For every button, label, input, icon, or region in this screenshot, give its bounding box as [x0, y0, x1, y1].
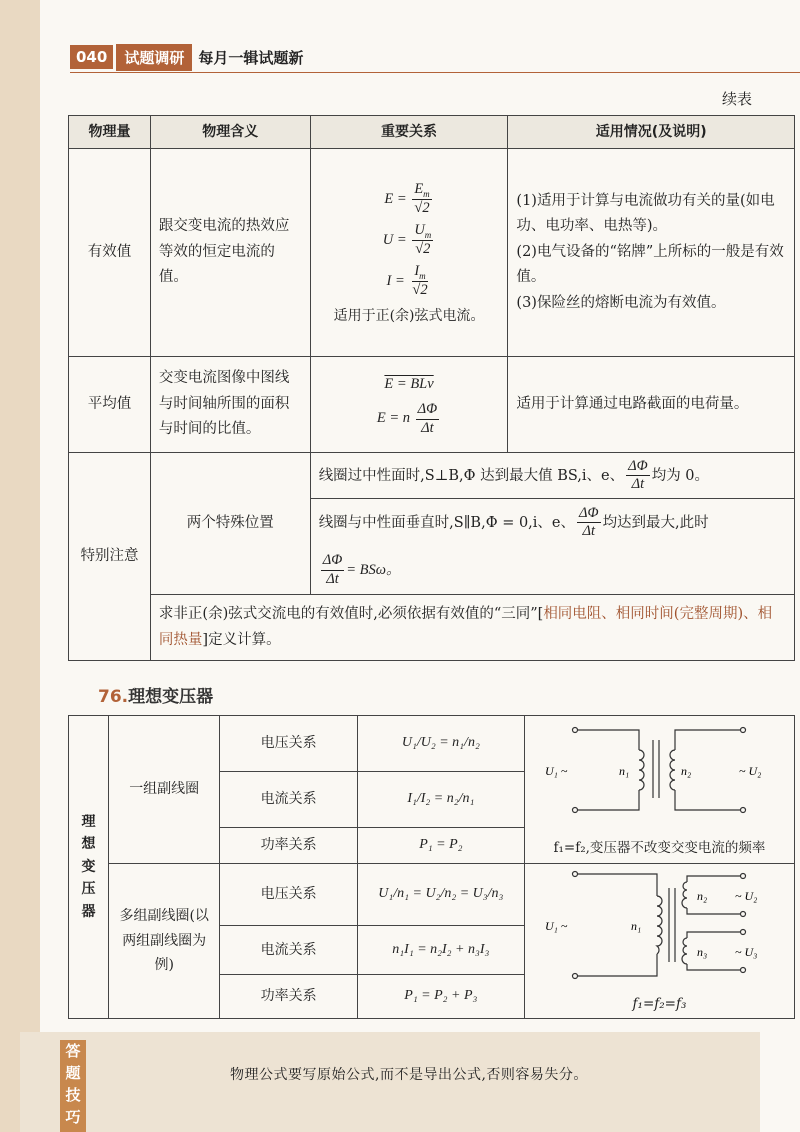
- tip-text: 物理公式要写原始公式,而不是导出公式,否则容易失分。: [230, 1067, 588, 1083]
- key-relations: [310, 357, 508, 453]
- multi-transformer-schematic: [527, 866, 792, 984]
- header-rule: [70, 72, 800, 73]
- label-n2: n₂: [696, 889, 708, 903]
- page-number: 040: [70, 45, 113, 69]
- relation-name: 电流关系: [220, 926, 357, 974]
- table-row-special-rule: [69, 595, 795, 661]
- equation-u: U = $\frac{U_m}{√2}$: [382, 221, 432, 258]
- transformer-table: [68, 715, 795, 1019]
- usage-note: (3)保险丝的熔断电流为有效值。: [516, 294, 726, 311]
- single-transformer-diagram: [524, 716, 794, 864]
- relation-eq: U₁/n₁ = U₂/n₂ = U₃/n₃: [357, 864, 524, 926]
- special-positions: 两个特殊位置: [150, 453, 310, 595]
- table-row-average: [69, 357, 795, 453]
- relation-name: 电流关系: [220, 772, 357, 828]
- section-label: 试题调研: [116, 44, 192, 71]
- relation-eq: P₁ = P₂ + P₃: [357, 974, 524, 1018]
- relation-name: 功率关系: [220, 828, 357, 864]
- label-u3: ~ U₃: [734, 945, 758, 959]
- tip-label: 答题技巧: [60, 1040, 86, 1132]
- diagram-caption: f₁=f₂=f₃: [632, 995, 687, 1012]
- relation-name: 功率关系: [220, 974, 357, 1018]
- relation-eq: I₁/I₂ = n₂/n₁: [357, 772, 524, 828]
- perpendicular-note: 线圈与中性面垂直时,S∥B,Φ = 0,i、e、 $\frac{\Delta\Phi}{\Delta t}$ 均达到最大,此时: [310, 499, 794, 547]
- neutral-plane-note: 线圈过中性面时,S⊥B,Φ 达到最大值 BS,i、e、 $\frac{\Delta\Phi}{\Delta t}$ 均为 0。: [310, 453, 794, 499]
- label-u1: U₁ ~: [544, 919, 568, 933]
- relation-eq: P₁ = P₂: [357, 828, 524, 864]
- quantity-meaning: 交变电流图像中图线与时间轴所围的面积与时间的比值。: [150, 357, 310, 453]
- quantity-meaning: 跟交变电流的热效应等效的恒定电流的值。: [150, 149, 310, 357]
- single-secondary-label: 一组副线圈: [108, 716, 220, 864]
- usage-note: (2)电气设备的“铭牌”上所标的一般是有效值。: [516, 243, 784, 286]
- section-title: 76.理想变压器: [98, 687, 214, 707]
- three-same-rule: 求非正(余)弦式交流电的有效值时,必须依据有效值的“三同”[相同电阻、相同时间(完整周期)、相同热量]定义计算。: [150, 595, 794, 661]
- usage-note: 适用于计算通过电路截面的电荷量。: [508, 357, 795, 453]
- page-header: [70, 44, 303, 70]
- equation-avg-blv: E = BLv: [384, 375, 434, 392]
- label-u2: ~ U₂: [738, 764, 762, 779]
- continued-label: 续表: [721, 90, 752, 108]
- usage-notes: [508, 149, 795, 357]
- col-header: 重要关系: [310, 116, 508, 149]
- relation-name: 电压关系: [220, 864, 357, 926]
- label-n1: n₁: [618, 764, 630, 779]
- col-header: 适用情况(及说明): [508, 116, 795, 149]
- relation-eq: U₁/U₂ = n₁/n₂: [357, 716, 524, 772]
- quantity-name: 平均值: [69, 357, 151, 453]
- quantity-name: 有效值: [69, 149, 151, 357]
- table-row: [69, 716, 795, 772]
- key-relations: [310, 149, 508, 357]
- multi-transformer-diagram: [524, 864, 794, 1019]
- label-n1: n₁: [630, 919, 642, 933]
- table-row-special-1: [69, 453, 795, 499]
- table-header-row: [69, 116, 795, 149]
- quantity-name: 特别注意: [69, 453, 151, 661]
- equation-avg-flux: E = n $\frac{\Delta\Phi}{\Delta t}$: [376, 401, 438, 436]
- equation-note: 适用于正(余)弦式电流。: [333, 307, 485, 324]
- table-row-rms: [69, 149, 795, 357]
- transformer-schematic: [527, 718, 792, 828]
- label-n2: n₂: [680, 764, 692, 779]
- relation-eq: n₁I₁ = n₂I₂ + n₃I₃: [357, 926, 524, 974]
- equation-e: E = $\frac{E_m}{√2}$: [384, 180, 430, 217]
- col-header: 物理量: [69, 116, 151, 149]
- col-header: 物理含义: [150, 116, 310, 149]
- perpendicular-note-cont: $\frac{\Delta\Phi}{\Delta t}$ = BSω。: [310, 547, 794, 595]
- page-gutter: [0, 0, 40, 1132]
- magazine-slogan: 每月一辑试题新: [198, 48, 304, 67]
- multi-secondary-label: 多组副线圈(以两组副线圈为例): [108, 864, 220, 1019]
- equation-i: I = $\frac{I_m}{√2}$: [386, 262, 428, 299]
- table-row: [69, 864, 795, 926]
- usage-note: (1)适用于计算与电流做功有关的量(如电功、电功率、电热等)。: [516, 193, 775, 235]
- label-u2: ~ U₂: [734, 889, 758, 903]
- formula-table: [68, 115, 795, 661]
- relation-name: 电压关系: [220, 716, 357, 772]
- diagram-caption: f₁=f₂,变压器不改变交变电流的频率: [553, 839, 766, 856]
- page: [40, 0, 800, 1132]
- vertical-label: 理 想 变 压 器: [69, 716, 109, 1019]
- label-u1: U₁ ~: [544, 764, 568, 779]
- label-n3: n₃: [696, 945, 708, 959]
